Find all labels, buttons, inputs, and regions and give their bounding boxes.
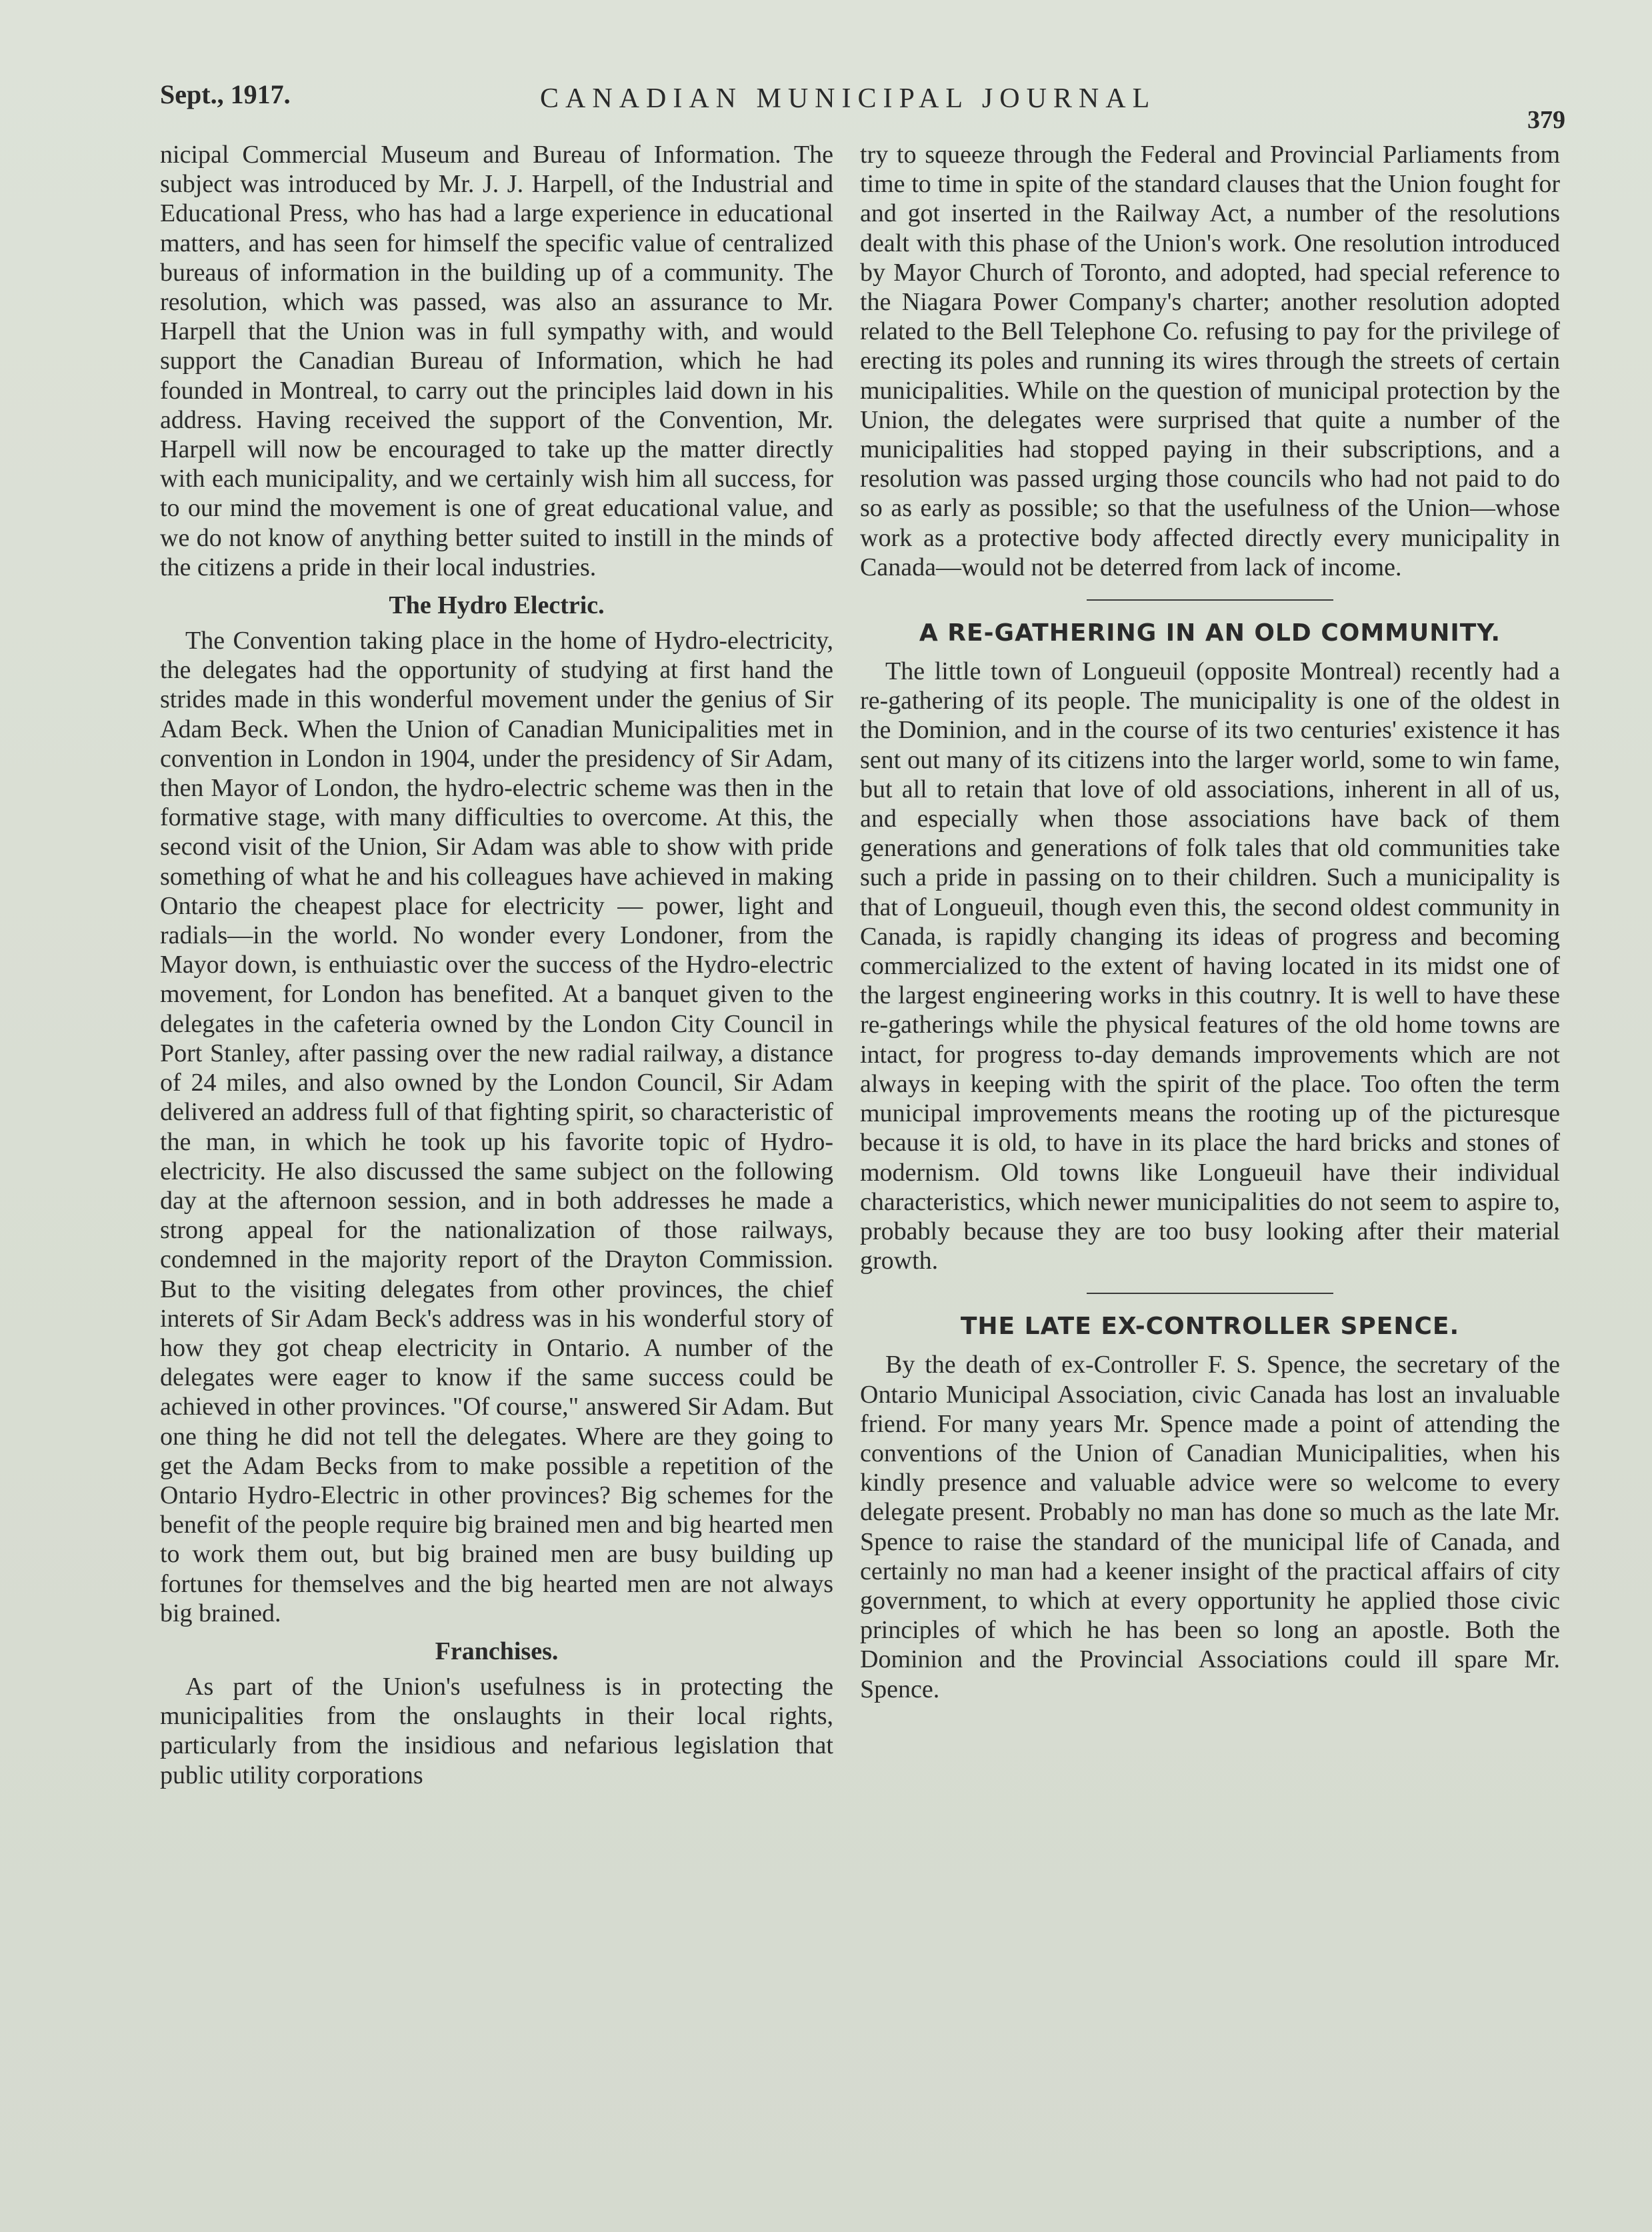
paragraph-franchises-continued: try to squeeze through the Federal and Provincial Parliaments from time to time in spite of the standard clauses that the Union fought for and got inserted in the Railway Act, a number of the resolutions dealt with this phase of the Union's work. One resolution introduced by Mayor Church of Toronto, and adopted, had special reference to the Niagara Power Company's charter; another resolution adopted related to the Bell Telephone Co. refusing to pay for the privilege of erecting its poles and running its wires through the streets of certain municipalities. While on the question of municipal protection by the Union, the delegates were surprised that quite a number of the municipalities had stopped paying in their subscriptions, and a resolution was passed urging those councils who had not paid to do so as early as possible; so that the usefulness of the Union—whose work as a protective body affected directly every municipality in Canada—would not be deterred from lack of income. <box>860 141 1560 581</box>
running-header <box>160 79 1565 132</box>
paragraph-bureau-of-information: nicipal Commercial Museum and Bureau of Information. The subject was introduced by Mr. J. J. Harpell, of the Industrial and Educational Press, who has had a large experience in educational matters, and has seen for himself the specific value of centralized bureaus of information in the building up of a community. The resolution, which was passed, was also an assurance to Mr. Harpell that the Union was in full sympathy with, and would support the Canadian Bureau of Information, which he had founded in Montreal, to carry out the principles laid down in his address. Having received the support of the Convention, Mr. Harpell will now be encouraged to take up the matter directly with each municipality, and we certainly wish him all success, for to our mind the movement is one of great educational value, and we do not know of anything better suited to instill in the minds of the citizens a pride in their local industries. <box>160 141 833 581</box>
paragraph-longueuil: The little town of Longueuil (opposite Montreal) recently had a re-gathering of its people. The municipality is one of the oldest in the Dominion, and in the course of its two centuries' existence it has sent out many of its citizens into the larger world, some to win fame, but all to retain that love of old associations, inherent in all of us, and especially when those associations have back of them generations and generations of folk tales that old communities take such a pride in passing on to their children. Such a municipality is that of Longueuil, though even this, the second oldest community in Canada, is rapidly changing its ideas of progress and becoming commercialized to the extent of having located in its midst one of the largest engineering works in this coutnry. It is well to have these re-gatherings while the physical features of the old home towns are intact, for progress to-day demands improvements which are not always in keeping with the spirit of the place. Too often the term municipal improvements means the rooting up of the picturesque because it is old, to have in its place the hard bricks and stones of modernism. Old towns like Longueuil have their individual characteristics, which newer municipalities do not seem to aspire to, probably because they are too busy looking after their material growth. <box>860 657 1560 1275</box>
page-number: 379 <box>1527 106 1565 134</box>
right-column <box>860 140 1560 2180</box>
section-divider <box>1087 599 1333 601</box>
issue-date: Sept., 1917. <box>160 79 291 109</box>
paragraph-spence: By the death of ex-Controller F. S. Spence, the secretary of the Ontario Municipal Association, civic Canada has lost an invaluable friend. For many years Mr. Spence made a point of attending the conventions of the Union of Canadian Municipalities, when his kindly presence and valuable advice were so welcome to every delegate present. Probably no man has done so much as the late Mr. Spence to raise the standard of the municipal life of Canada, and certainly no man had a keener insight of the practical affairs of city government, to which at every opportunity he applied those civic principles of which he has been so long an apostle. Both the Dominion and the Provincial Associations could ill spare Mr. Spence. <box>860 1351 1560 1703</box>
left-column <box>160 140 833 2180</box>
section-divider <box>1087 1293 1333 1294</box>
paragraph-franchises: As part of the Union's usefulness is in protecting the municipalities from the onslaughts in their local rights, particularly from the insidious and nefarious legislation that public utility corporations <box>160 1672 833 1789</box>
paragraph-hydro-electric: The Convention taking place in the home of Hydro-electricity, the delegates had the opportunity of studying at first hand the strides made in this wonderful movement under the genius of Sir Adam Beck. When the Union of Canadian Municipalities met in convention in London in 1904, under the presidency of Sir Adam, then Mayor of London, the hydro-electric scheme was then in the formative stage, with many difficulties to overcome. At this, the second visit of the Union, Sir Adam was able to show with pride something of what he and his colleagues have achieved in making Ontario the cheapest place for electricity — power, light and radials—in the world. No wonder every Londoner, from the Mayor down, is enthuiastic over the success of the Hydro-electric movement, for London has benefited. At a banquet given to the delegates in the cafeteria owned by the London City Council in Port Stanley, after passing over the new radial railway, a distance of 24 miles, and also owned by the London Council, Sir Adam delivered an address full of that fighting spirit, so characteristic of the man, in which he took up his favorite topic of Hydro-electricity. He also discussed the same subject on the following day at the afternoon session, and in both addresses he made a strong appeal for the nationalization of those railways, condemned in the majority report of the Drayton Commission. But to the visiting delegates from other provinces, the chief interets of Sir Adam Beck's address was in his wonderful story of how they got cheap electricity in Ontario. A number of the delegates were eager to know if the same success could be achieved in other provinces. "Of course," answered Sir Adam. But one thing he did not tell the delegates. Where are they going to get the Adam Becks from to make possible a repetition of the Ontario Hydro-Electric in other provinces? Big schemes for the benefit of the people require big brained men and big hearted men to work them out, but big brained men are busy building up fortunes for themselves and the big hearted men are not always big brained. <box>160 627 833 1627</box>
heading-spence: THE LATE EX-CONTROLLER SPENCE. <box>960 1313 1460 1341</box>
heading-franchises: Franchises. <box>435 1637 559 1665</box>
heading-regathering: A RE-GATHERING IN AN OLD COMMUNITY. <box>919 619 1501 647</box>
journal-title: CANADIAN MUNICIPAL JOURNAL <box>540 83 1157 114</box>
heading-hydro-electric: The Hydro Electric. <box>389 591 605 620</box>
